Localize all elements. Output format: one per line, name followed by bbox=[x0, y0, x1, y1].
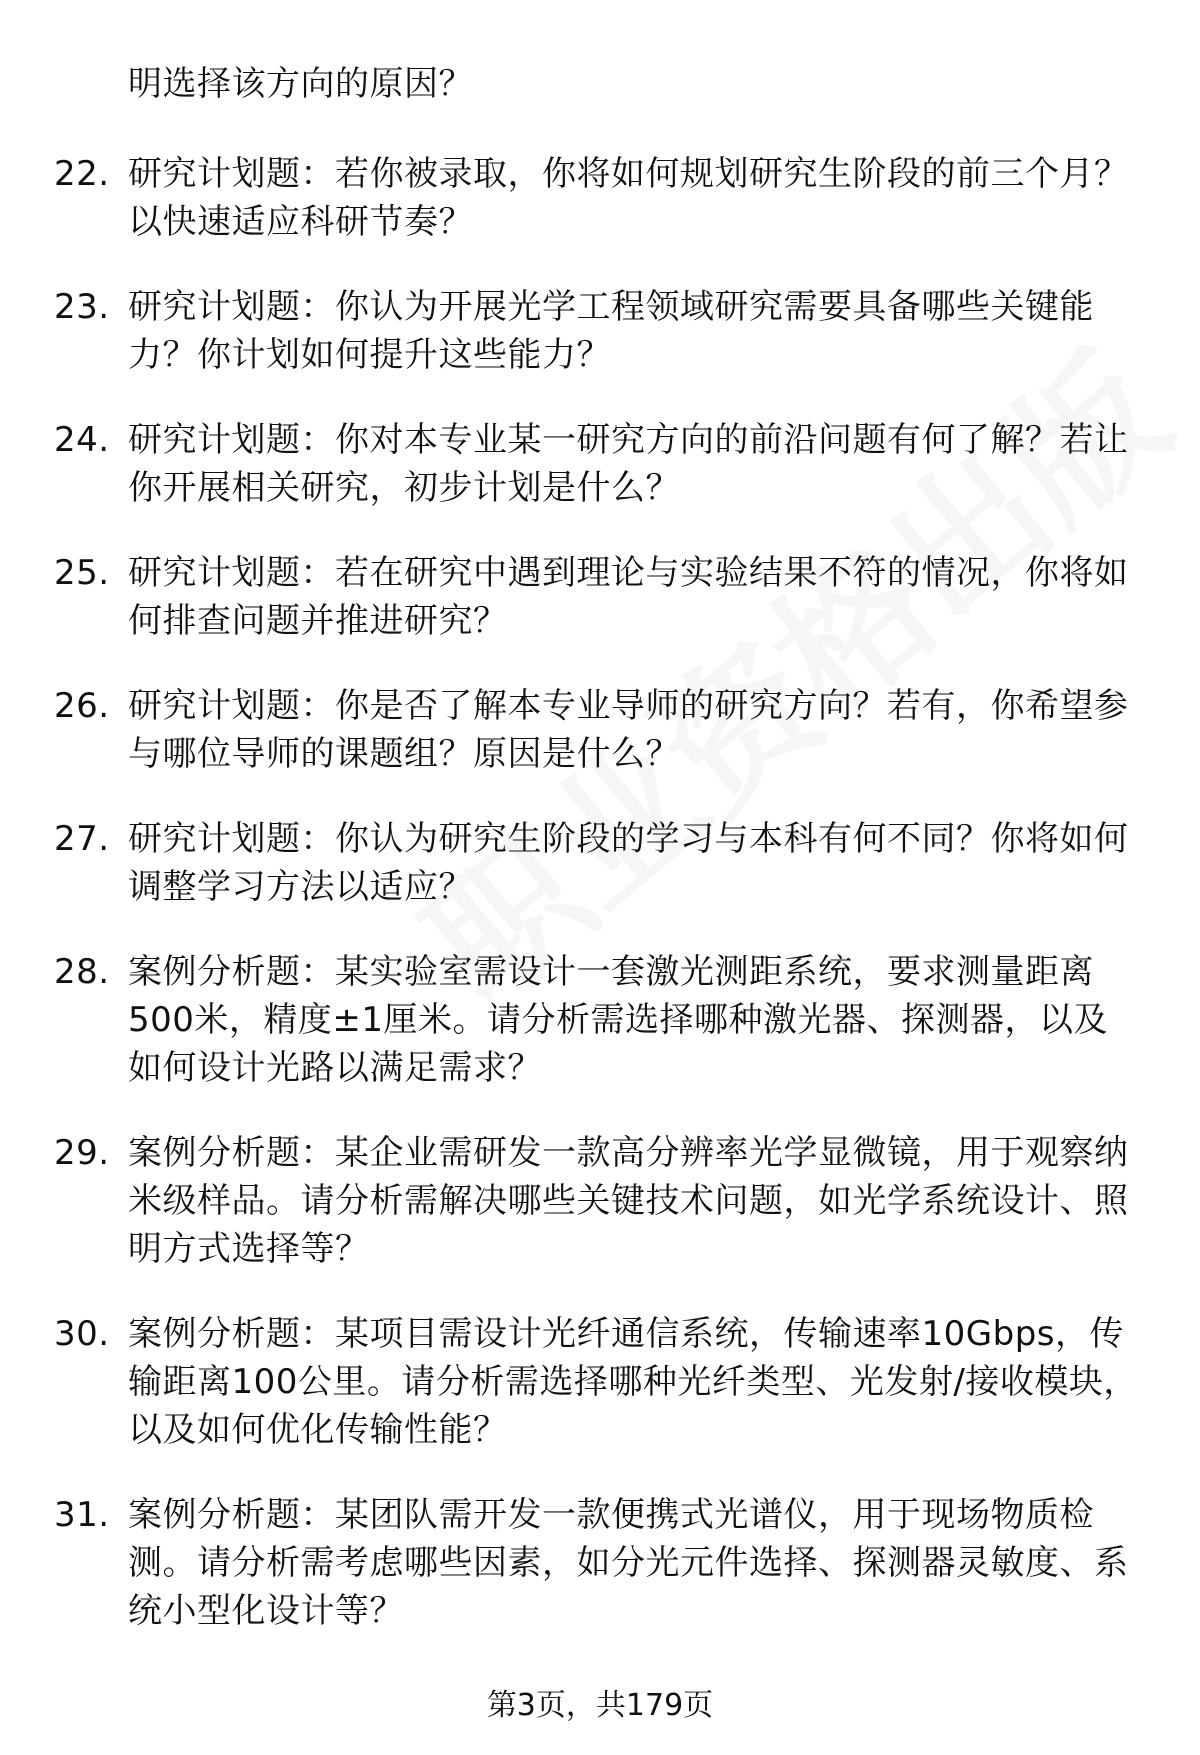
question-item bbox=[0, 1310, 1200, 1454]
question-text: 研究计划题：你认为开展光学工程领域研究需要具备哪些关键能力？你计划如何提升这些能力？ bbox=[128, 287, 1094, 375]
question-list bbox=[0, 150, 1200, 1672]
question-text: 案例分析题：某项目需设计光纤通信系统，传输速率10Gbps，传输距离100公里。请分析需选择哪种光纤类型、光发射/接收模块，以及如何优化传输性能？ bbox=[128, 1314, 1138, 1450]
question-text: 案例分析题：某实验室需设计一套激光测距系统，要求测量距离500米，精度±1厘米。请分析需选择哪种激光器、探测器，以及如何设计光路以满足需求？ bbox=[128, 952, 1109, 1088]
question-number: 29. bbox=[54, 1133, 110, 1173]
question-item bbox=[0, 150, 1200, 246]
question-number: 27. bbox=[54, 819, 110, 859]
question-item bbox=[0, 682, 1200, 778]
question-text: 案例分析题：某企业需研发一款高分辨率光学显微镜，用于观察纳米级样品。请分析需解决哪些关键技术问题，如光学系统设计、照明方式选择等？ bbox=[128, 1133, 1129, 1269]
question-text: 案例分析题：某团队需开发一款便携式光谱仪，用于现场物质检测。请分析需考虑哪些因素，如分光元件选择、探测器灵敏度、系统小型化设计等？ bbox=[128, 1495, 1129, 1631]
page-number-footer: 第3页，共179页 bbox=[486, 1688, 714, 1723]
question-item bbox=[0, 1491, 1200, 1635]
question-number: 31. bbox=[54, 1495, 110, 1535]
question-item bbox=[0, 948, 1200, 1092]
question-text: 研究计划题：你认为研究生阶段的学习与本科有何不同？你将如何调整学习方法以适应？ bbox=[128, 819, 1129, 907]
question-item bbox=[0, 549, 1200, 645]
question-item bbox=[0, 815, 1200, 911]
question-text: 研究计划题：你是否了解本专业导师的研究方向？若有，你希望参与哪位导师的课题组？原因是什么？ bbox=[128, 686, 1129, 774]
question-number: 28. bbox=[54, 952, 110, 992]
question-item bbox=[0, 1129, 1200, 1273]
question-number: 24. bbox=[54, 420, 110, 460]
question-number: 23. bbox=[54, 287, 110, 327]
question-number: 22. bbox=[54, 154, 110, 194]
question-text: 研究计划题：若你被录取，你将如何规划研究生阶段的前三个月？以快速适应科研节奏？ bbox=[128, 154, 1129, 242]
question-number: 25. bbox=[54, 553, 110, 593]
question-item bbox=[0, 416, 1200, 512]
question-number: 30. bbox=[54, 1314, 110, 1354]
question-number: 26. bbox=[54, 686, 110, 726]
question-text: 研究计划题：你对本专业某一研究方向的前沿问题有何了解？若让你开展相关研究，初步计划是什么？ bbox=[128, 420, 1129, 508]
question-text: 研究计划题：若在研究中遇到理论与实验结果不符的情况，你将如何排查问题并推进研究？ bbox=[128, 553, 1129, 641]
question-item bbox=[0, 283, 1200, 379]
continued-question-text: 明选择该方向的原因？ bbox=[128, 64, 473, 104]
